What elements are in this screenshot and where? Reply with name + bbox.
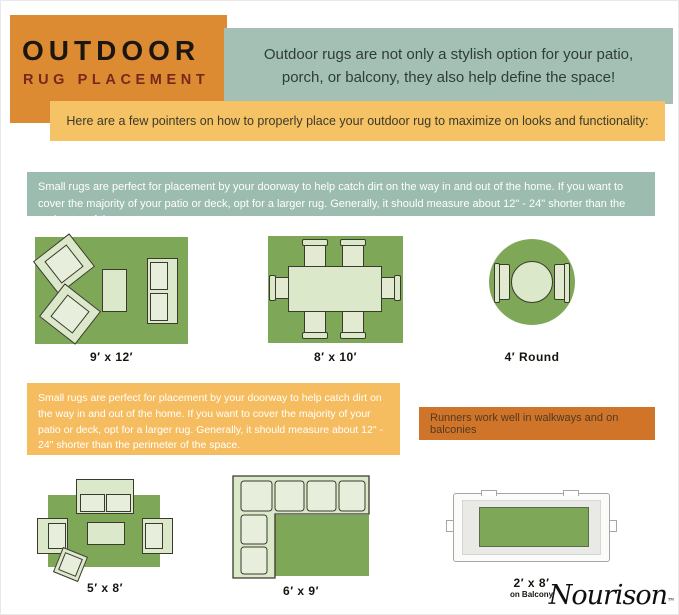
small-rugs-tip-bottom: Small rugs are perfect for placement by your doorway to help catch dirt on the way in and out of the home. If you want to cover the majority of your patio or deck, opt for a larger rug. Generally, it should measure about 12" - 24" shorter than the perimeter of the space. bbox=[27, 383, 400, 455]
ottoman-top bbox=[58, 552, 83, 577]
rug-size-label: 6′ x 9′ bbox=[283, 584, 319, 598]
rug-8x10-diagram bbox=[268, 236, 403, 343]
balcony-tab bbox=[446, 520, 454, 532]
rug-2x8-balcony-diagram bbox=[453, 493, 610, 562]
loveseat-cushion bbox=[150, 293, 168, 321]
rug-5x8-diagram bbox=[30, 475, 180, 580]
runners-tip-box: Runners work well in walkways and on balconies bbox=[419, 407, 655, 440]
balcony-tab bbox=[609, 520, 617, 532]
intro-text-box: Outdoor rugs are not only a stylish option for your patio, porch, or balcony, they also help define the space! bbox=[224, 28, 673, 104]
trademark-icon: ™ bbox=[667, 597, 675, 606]
chair-back bbox=[269, 275, 276, 301]
balcony-notch bbox=[563, 490, 579, 496]
loveseat-icon bbox=[76, 479, 134, 514]
chair-back bbox=[302, 239, 328, 246]
rug-size-label: 9′ x 12′ bbox=[89, 350, 134, 364]
page-subtitle: RUG PLACEMENT bbox=[23, 71, 210, 88]
chair-back bbox=[340, 239, 366, 246]
dining-chair-icon bbox=[342, 308, 364, 336]
armchair-cushion bbox=[48, 523, 66, 549]
chair-back bbox=[564, 263, 570, 303]
chair-back bbox=[302, 332, 328, 339]
loveseat-cushion bbox=[150, 262, 168, 290]
armchair-cushion bbox=[44, 244, 83, 283]
rug-size-label: 2′ x 8′ bbox=[513, 576, 550, 590]
rug-size-label: 5′ x 8′ bbox=[87, 581, 123, 595]
armchair-icon bbox=[39, 283, 101, 344]
page-title: OUTDOOR bbox=[22, 35, 201, 66]
armchair-icon bbox=[142, 518, 173, 554]
rug-size-sublabel: on Balcony bbox=[509, 590, 554, 599]
bistro-chair-icon bbox=[554, 264, 567, 300]
bistro-chair-icon bbox=[497, 264, 510, 300]
loveseat-cushion bbox=[106, 494, 131, 512]
armchair-cushion bbox=[50, 294, 89, 333]
sectional-sofa-icon bbox=[231, 474, 371, 580]
rug-4round-diagram bbox=[489, 239, 575, 325]
rug-size-label: 8′ x 10′ bbox=[313, 350, 358, 364]
brand-name: Nourison bbox=[548, 580, 667, 611]
dining-chair-icon bbox=[304, 308, 326, 336]
nourison-logo bbox=[549, 580, 675, 611]
rug-9x12-diagram bbox=[35, 237, 188, 344]
coffee-table-icon bbox=[87, 522, 125, 545]
chair-back bbox=[494, 263, 500, 303]
loveseat-cushion bbox=[80, 494, 105, 512]
armchair-cushion bbox=[145, 523, 163, 549]
chair-back bbox=[394, 275, 401, 301]
dining-table-icon bbox=[288, 266, 382, 312]
runner-rug-surface bbox=[479, 507, 589, 547]
small-rugs-tip-top: Small rugs are perfect for placement by your doorway to help catch dirt on the way in and out of the home. If you want to cover the majority of your patio or deck, opt for a larger rug. Generally, it should measure about 12" - 24" shorter than the perimeter of the space. bbox=[27, 172, 655, 216]
chair-back bbox=[340, 332, 366, 339]
round-table-icon bbox=[511, 261, 553, 303]
coffee-table-icon bbox=[102, 269, 127, 312]
rug-size-label: 4′ Round bbox=[504, 350, 560, 364]
pointers-banner: Here are a few pointers on how to properly place your outdoor rug to maximize on looks and functionality: bbox=[50, 101, 665, 141]
balcony-notch bbox=[481, 490, 497, 496]
rug-6x9-diagram bbox=[231, 474, 371, 580]
loveseat-icon bbox=[147, 258, 178, 324]
